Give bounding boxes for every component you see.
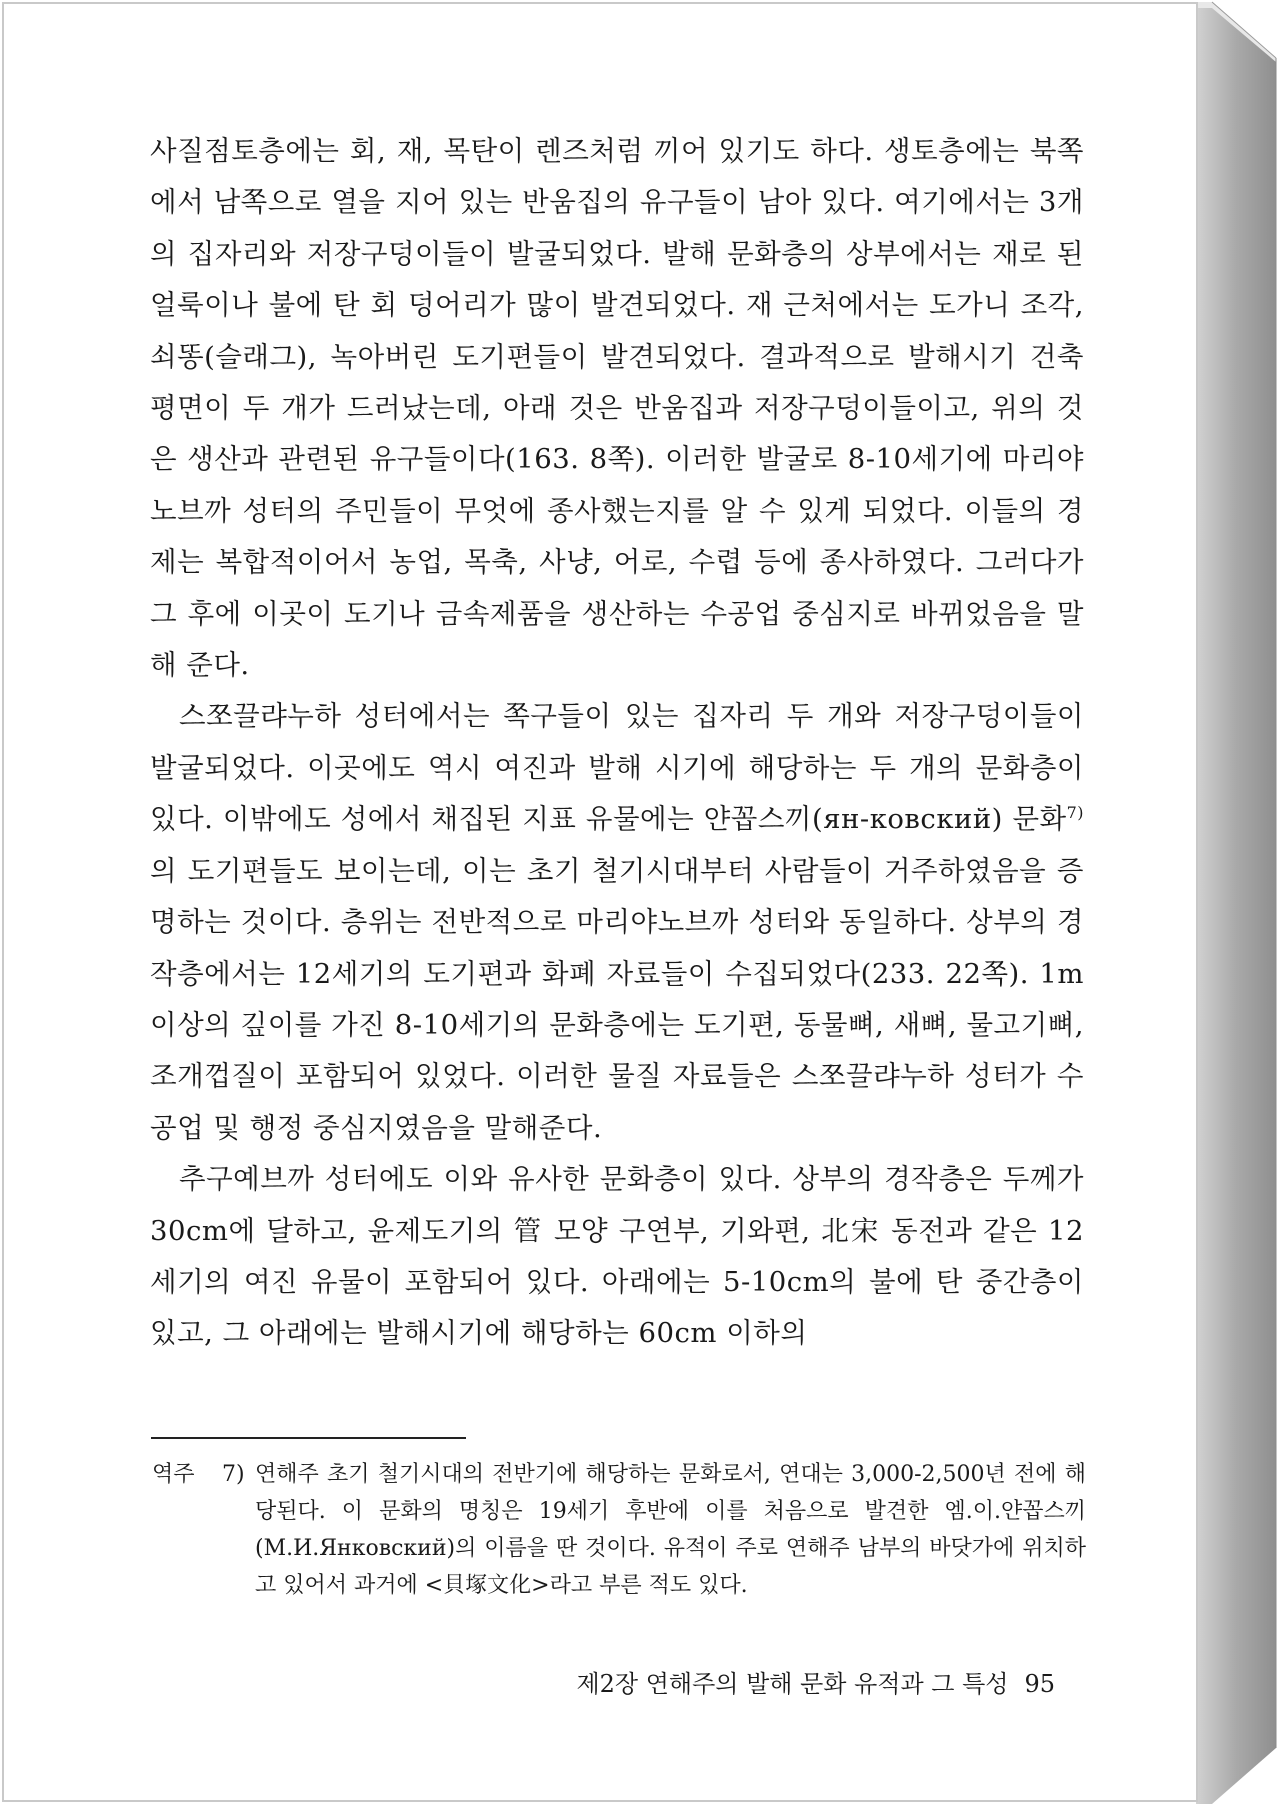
paragraph-1 xyxy=(150,126,1084,691)
paragraph-1-text: 사질점토층에는 회, 재, 목탄이 렌즈처럼 끼어 있기도 하다. 생토층에는 북쪽에서 남쪽으로 열을 지어 있는 반움집의 유구들이 남아 있다. 여기에서는 3개의 집자리와 저장구덩이들이 발굴되었다. 발해 문화층의 상부에서는 재로 된 얼룩이나 불에 탄 회 덩어리가 많이 발견되었다. 재 근처에서는 도가니 조각, 쇠똥(슬래그), 녹아버린 도기편들이 발견되었다. 결과적으로 발해시기 건축평면이 두 개가 드러났는데, 아래 것은 반움집과 저장구덩이들이고, 위의 것은 생산과 관련된 유구들이다(163. 8쪽). 이러한 발굴로 8-10세기에 마리야노브까 성터의 주민들이 무엇에 종사했는지를 알 수 있게 되었다. 이들의 경제는 복합적이어서 농업, 목축, 사냥, 어로, 수렵 등에 종사하였다. 그러다가 그 후에 이곳이 도기나 금속제품을 생산하는 수공업 중심지로 바뀌었음을 말해 준다. xyxy=(150,135,1084,682)
footnote-prefix: 역주 xyxy=(152,1462,195,1487)
page-body xyxy=(150,126,1084,1360)
paragraph-2-text-before-note: 스쪼끌랴누하 성터에서는 쪽구들이 있는 집자리 두 개와 저장구덩이들이 발굴되었다. 이곳에도 역시 여진과 발해 시기에 해당하는 두 개의 문화층이 있다. 이밖에도 성에서 채집된 지표 유물에는 얀꼽스끼(ян-ковский) 문화 xyxy=(150,700,1084,836)
footnote xyxy=(152,1456,1086,1604)
footnote-number: 7) xyxy=(222,1462,245,1487)
page-number: 95 xyxy=(1024,1670,1055,1698)
footnote-reference: 7) xyxy=(1066,803,1084,823)
paragraph-2 xyxy=(150,691,1084,1154)
paragraph-3-text: 추구예브까 성터에도 이와 유사한 문화층이 있다. 상부의 경작층은 두께가 30cm에 달하고, 윤제도기의 管 모양 구연부, 기와편, 北宋 동전과 같은 12세기의 여진 유물이 포함되어 있다. 아래에는 5-10cm의 불에 탄 중간층이 있고, 그 아래에는 발해시기에 해당하는 60cm 이하의 xyxy=(150,1163,1084,1350)
paragraph-2-text-after-note: 의 도기편들도 보이는데, 이는 초기 철기시대부터 사람들이 거주하였음을 증명하는 것이다. 층위는 전반적으로 마리야노브까 성터와 동일하다. 상부의 경작층에서는 12세기의 도기편과 화폐 자료들이 수집되었다(233. 22쪽). 1m 이상의 깊이를 가진 8-10세기의 문화층에는 도기편, 동물뼈, 새뼈, 물고기뼈, 조개껍질이 포함되어 있었다. 이러한 물질 자료들은 스쪼끌랴누하 성터가 수공업 및 행정 중심지였음을 말해준다. xyxy=(150,854,1084,1144)
footnote-row xyxy=(152,1456,1086,1604)
running-footer xyxy=(576,1668,1055,1700)
footnote-divider xyxy=(151,1437,466,1439)
footnote-text: 연해주 초기 철기시대의 전반기에 해당하는 문화로서, 연대는 3,000-2,500년 전에 해당된다. 이 문화의 명칭은 19세기 후반에 이를 처음으로 발견한 엠.이.얀꼽스끼(М.И.Янковский)의 이름을 딴 것이다. 유적이 주로 연해주 남부의 바닷가에 위치하고 있어서 과거에 <貝塚文化>라고 부른 적도 있다. xyxy=(255,1462,1086,1598)
paragraph-3 xyxy=(150,1154,1084,1360)
chapter-title: 제2장 연해주의 발해 문화 유적과 그 특성 xyxy=(576,1670,1009,1698)
